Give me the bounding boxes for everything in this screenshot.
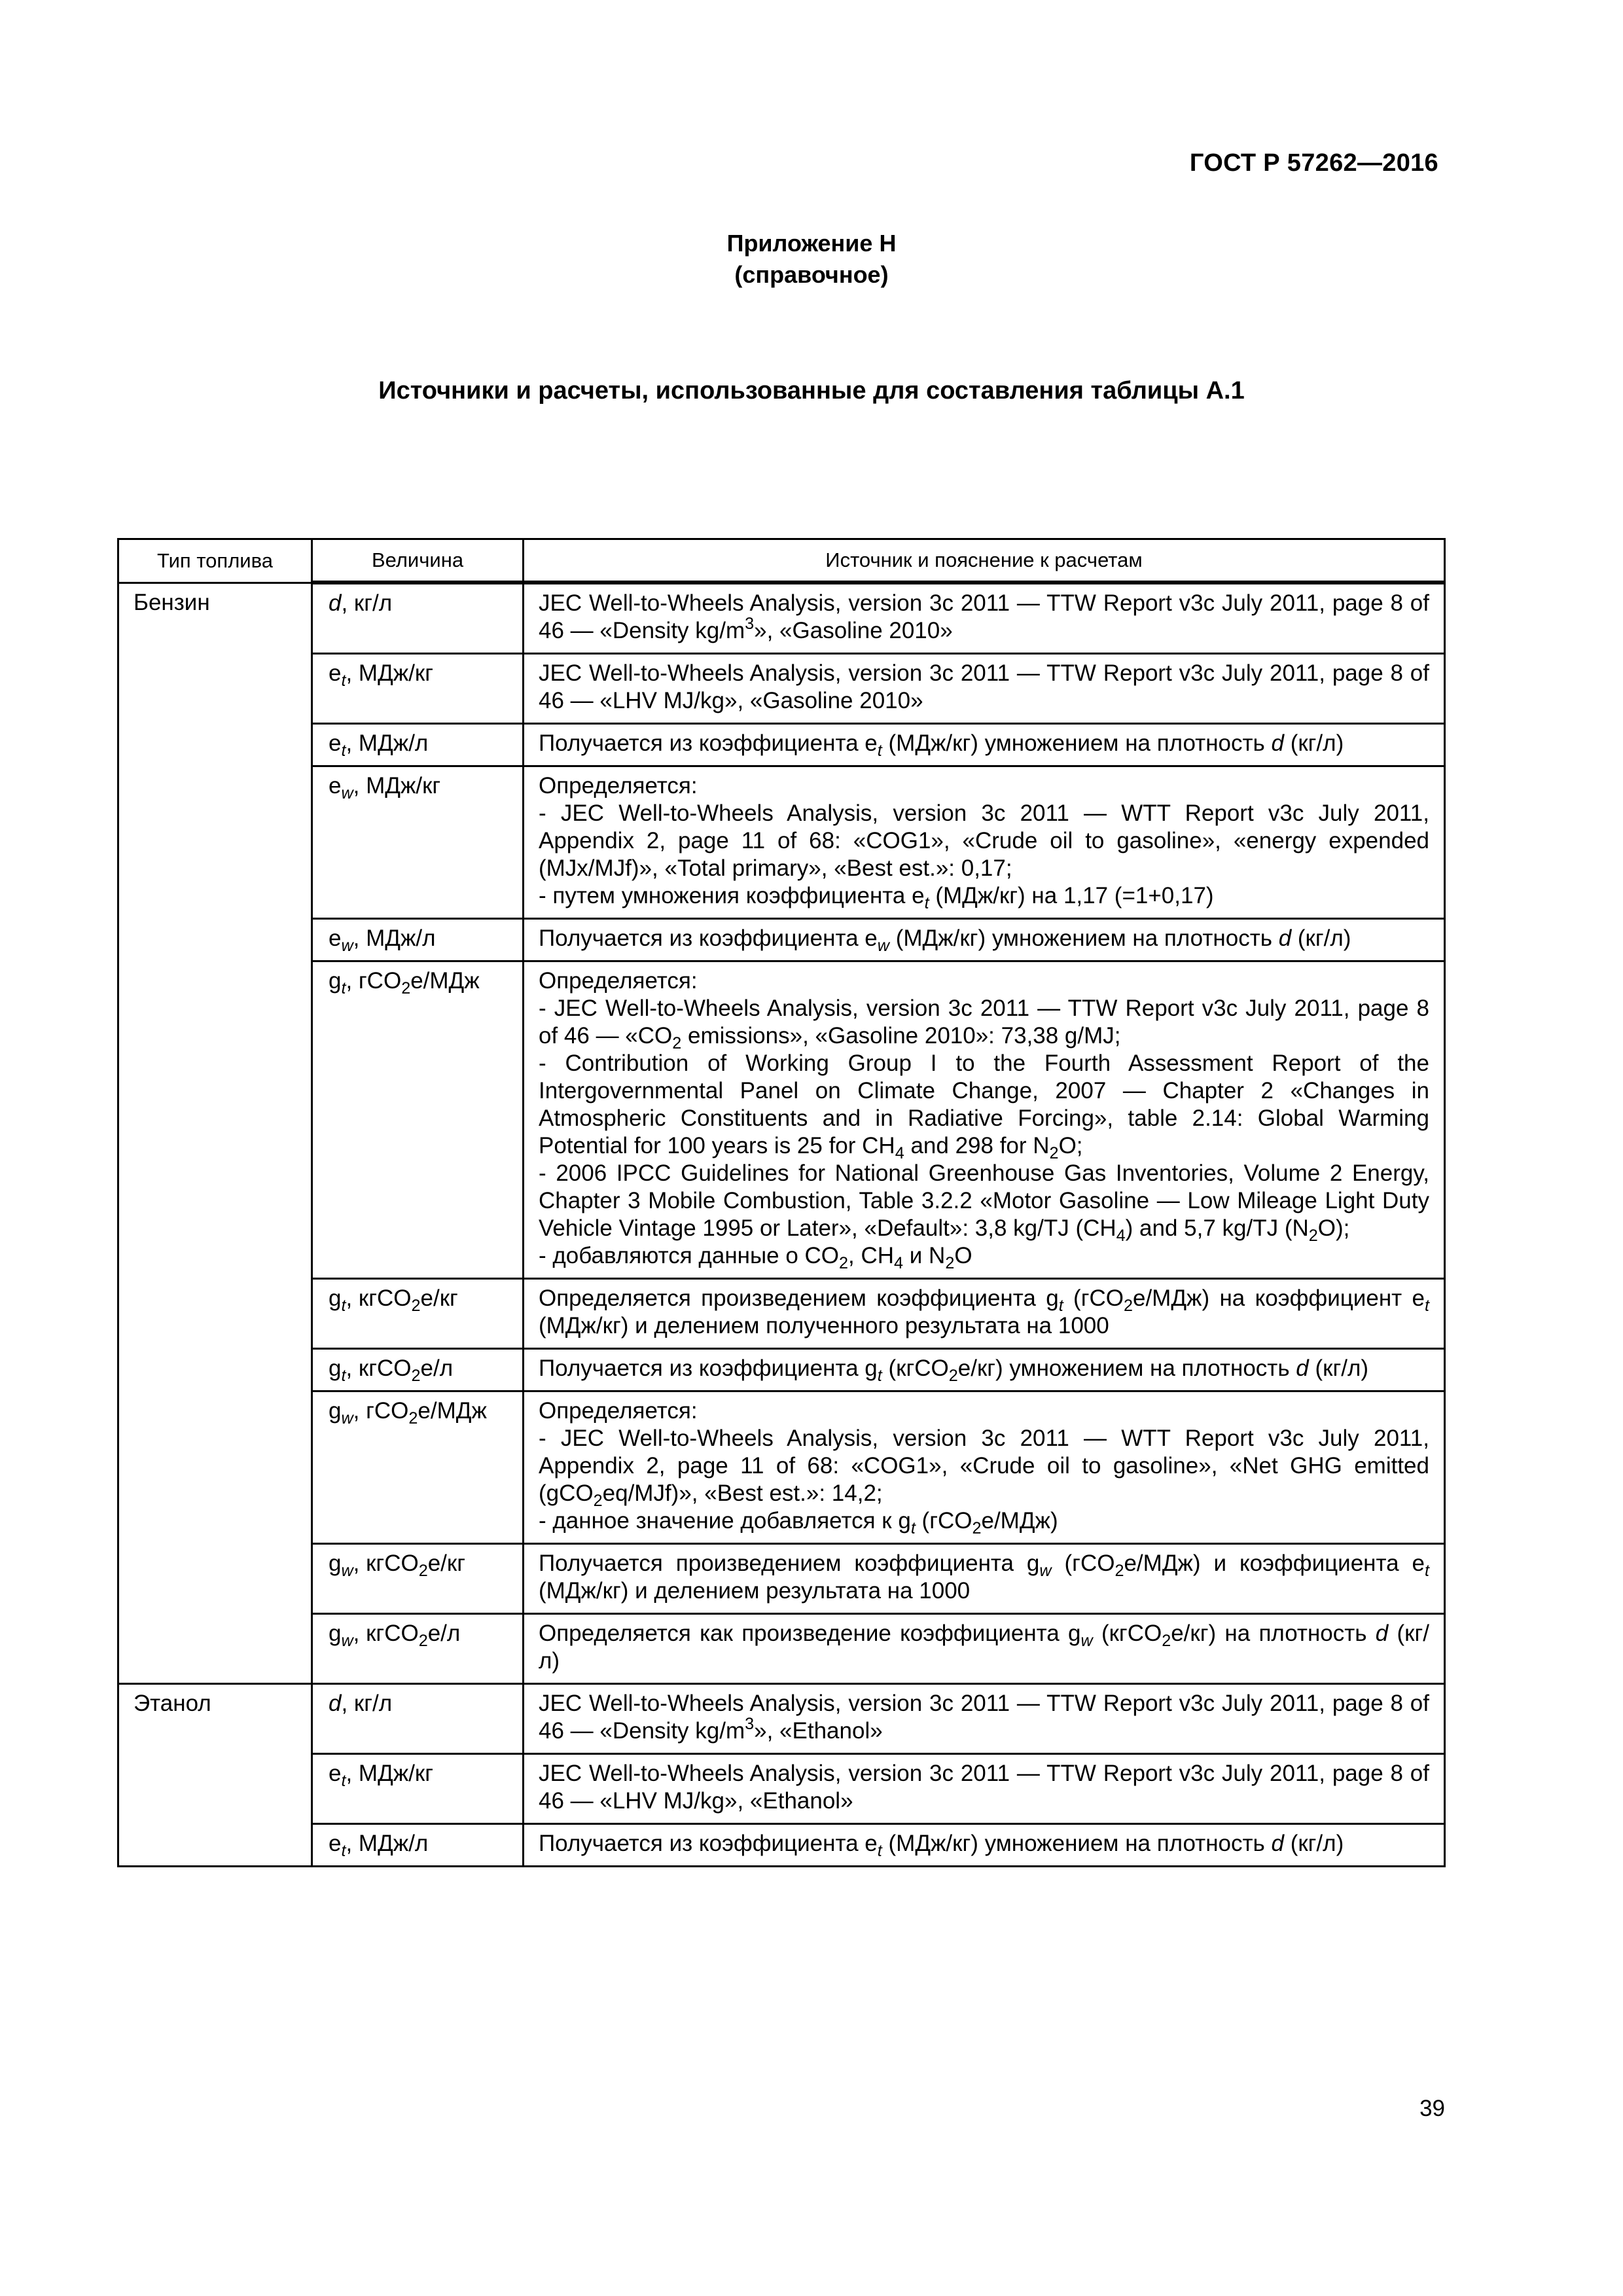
- fuel-type-cell: [118, 654, 312, 724]
- quantity-cell: $g_w$, гCO$_2$e/МДж: [312, 1391, 524, 1544]
- source-cell: Получается из коэффициента $e_t$ (МДж/кг) умножением на плотность d (кг/л): [524, 724, 1445, 766]
- quantity-cell: $e_t$, МДж/л: [312, 1824, 524, 1867]
- table-row: [118, 1684, 1445, 1754]
- column-header-quantity: Величина: [312, 539, 524, 583]
- source-cell: Получается из коэффициента $g_t$ (кгCO$_2$e/кг) умножением на плотность d (кг/л): [524, 1349, 1445, 1391]
- source-cell: JEC Well-to-Wheels Analysis, version 3c 2011 — TTW Report v3c July 2011, page 8 of 46 — «Density $kg/m^3$», «Gasoline 2010»: [524, 583, 1445, 654]
- appendix-heading: [0, 228, 1623, 291]
- fuel-type-cell: [118, 961, 312, 1279]
- quantity-cell: $e_w$, МДж/кг: [312, 766, 524, 919]
- fuel-type-cell: [118, 1754, 312, 1824]
- fuel-type-cell: [118, 919, 312, 961]
- column-header-fuel-type: Тип топлива: [118, 539, 312, 583]
- fuel-type-cell: [118, 1391, 312, 1544]
- quantity-cell: $g_t$, кгCO$_2$e/кг: [312, 1279, 524, 1349]
- sources-table: [117, 538, 1446, 1867]
- table-row: [118, 919, 1445, 961]
- source-cell: Получается из коэффициента $e_w$ (МДж/кг) умножением на плотность d (кг/л): [524, 919, 1445, 961]
- table-row: [118, 1391, 1445, 1544]
- appendix-title: Приложение Н: [726, 230, 897, 257]
- source-cell: Определяется: - JEC Well-to-Wheels Analysis, version 3c 2011 — TTW Report v3c July 2011, page 8 of 46 — «$CO_2$ emissions», «Gasoline 2010»: 73,38 g/MJ; - Contribution of Working Group I to the Fourth Assessment Report of the Intergovernmental Panel on Climate Change, 2007 — Chapter 2 «Changes in Atmospheric Constituents and in Radiative Forcing», table 2.14: Global Warming Potential for 100 years is 25 for $CH_4$ and 298 for $N_2O$; - 2006 IPCC Guidelines for National Greenhouse Gas Inventories, Volume 2 Energy, Chapter 3 Mobile Combustion, Table 3.2.2 «Motor Gasoline — Low Mileage Light Duty Vehicle Vintage 1995 or Later», «Default»: 3,8 kg/TJ $(CH_4)$ and 5,7 kg/TJ $(N_2O)$; - добавляются данные о $CO_2$, $CH_4$ и $N_2O$: [524, 961, 1445, 1279]
- fuel-type-cell: [118, 766, 312, 919]
- table-body: [118, 583, 1445, 1867]
- table-row: [118, 766, 1445, 919]
- table-row: [118, 1824, 1445, 1867]
- table-row: [118, 1544, 1445, 1614]
- table-header-row: [118, 539, 1445, 583]
- fuel-type-cell: [118, 1279, 312, 1349]
- column-header-source: Источник и пояснение к расчетам: [524, 539, 1445, 583]
- fuel-type-cell: [118, 1544, 312, 1614]
- source-cell: Определяется как произведение коэффициента $g_w$ (кгCO$_2$e/кг) на плотность d (кг/л): [524, 1614, 1445, 1684]
- source-cell: JEC Well-to-Wheels Analysis, version 3c 2011 — TTW Report v3c July 2011, page 8 of 46 — «LHV MJ/kg», «Gasoline 2010»: [524, 654, 1445, 724]
- fuel-type-cell: Бензин: [118, 583, 312, 654]
- quantity-cell: d, кг/л: [312, 1684, 524, 1754]
- table-row: [118, 654, 1445, 724]
- source-cell: JEC Well-to-Wheels Analysis, version 3c 2011 — TTW Report v3c July 2011, page 8 of 46 — «Density $kg/m^3$», «Ethanol»: [524, 1684, 1445, 1754]
- quantity-cell: $g_w$, кгCO$_2$e/кг: [312, 1544, 524, 1614]
- source-cell: JEC Well-to-Wheels Analysis, version 3c 2011 — TTW Report v3c July 2011, page 8 of 46 — «LHV MJ/kg», «Ethanol»: [524, 1754, 1445, 1824]
- page-number: 39: [1419, 2096, 1445, 2121]
- quantity-cell: $e_w$, МДж/л: [312, 919, 524, 961]
- table-row: [118, 961, 1445, 1279]
- quantity-cell: $e_t$, МДж/л: [312, 724, 524, 766]
- section-title: Источники и расчеты, использованные для составления таблицы А.1: [378, 377, 1245, 404]
- fuel-type-cell: [118, 1349, 312, 1391]
- table-row: [118, 1754, 1445, 1824]
- fuel-type-cell: [118, 1824, 312, 1867]
- quantity-cell: d, кг/л: [312, 583, 524, 654]
- table-row: [118, 1349, 1445, 1391]
- table-row: [118, 583, 1445, 654]
- source-cell: Определяется произведением коэффициента $g_t$ (гCO$_2$e/МДж) на коэффициент $e_t$ (МДж/кг) и делением полученного результата на 1000: [524, 1279, 1445, 1349]
- standard-number: ГОСТ Р 57262—2016: [1189, 149, 1438, 177]
- fuel-type-cell: Этанол: [118, 1684, 312, 1754]
- fuel-type-cell: [118, 724, 312, 766]
- table-row: [118, 724, 1445, 766]
- quantity-cell: $e_t$, МДж/кг: [312, 654, 524, 724]
- quantity-cell: $e_t$, МДж/кг: [312, 1754, 524, 1824]
- source-cell: Определяется: - JEC Well-to-Wheels Analysis, version 3c 2011 — WTT Report v3c July 2011, Appendix 2, page 11 of 68: «COG1», «Crude oil to gasoline», «energy expended (MJx/MJf)», «Total primary», «Best est.»: 0,17; - путем умножения коэффициента $e_t$ (МДж/кг) на 1,17 (=1+0,17): [524, 766, 1445, 919]
- table-row: [118, 1614, 1445, 1684]
- source-cell: Получается произведением коэффициента $g_w$ (гCO$_2$e/МДж) и коэффициента $e_t$ (МДж/кг) и делением результата на 1000: [524, 1544, 1445, 1614]
- table-row: [118, 1279, 1445, 1349]
- fuel-type-cell: [118, 1614, 312, 1684]
- source-cell: Получается из коэффициента $e_t$ (МДж/кг) умножением на плотность d (кг/л): [524, 1824, 1445, 1867]
- quantity-cell: $g_t$, гCO$_2$e/МДж: [312, 961, 524, 1279]
- source-cell: Определяется: - JEC Well-to-Wheels Analysis, version 3c 2011 — WTT Report v3c July 2011, Appendix 2, page 11 of 68: «COG1», «Crude oil to gasoline», «Net GHG emitted (gCO$_2$eq/MJf)», «Best est.»: 14,2; - данное значение добавляется к $g_t$ (гCO$_2$e/МДж): [524, 1391, 1445, 1544]
- appendix-subtitle: (справочное): [734, 261, 889, 288]
- quantity-cell: $g_t$, кгCO$_2$e/л: [312, 1349, 524, 1391]
- quantity-cell: $g_w$, кгCO$_2$e/л: [312, 1614, 524, 1684]
